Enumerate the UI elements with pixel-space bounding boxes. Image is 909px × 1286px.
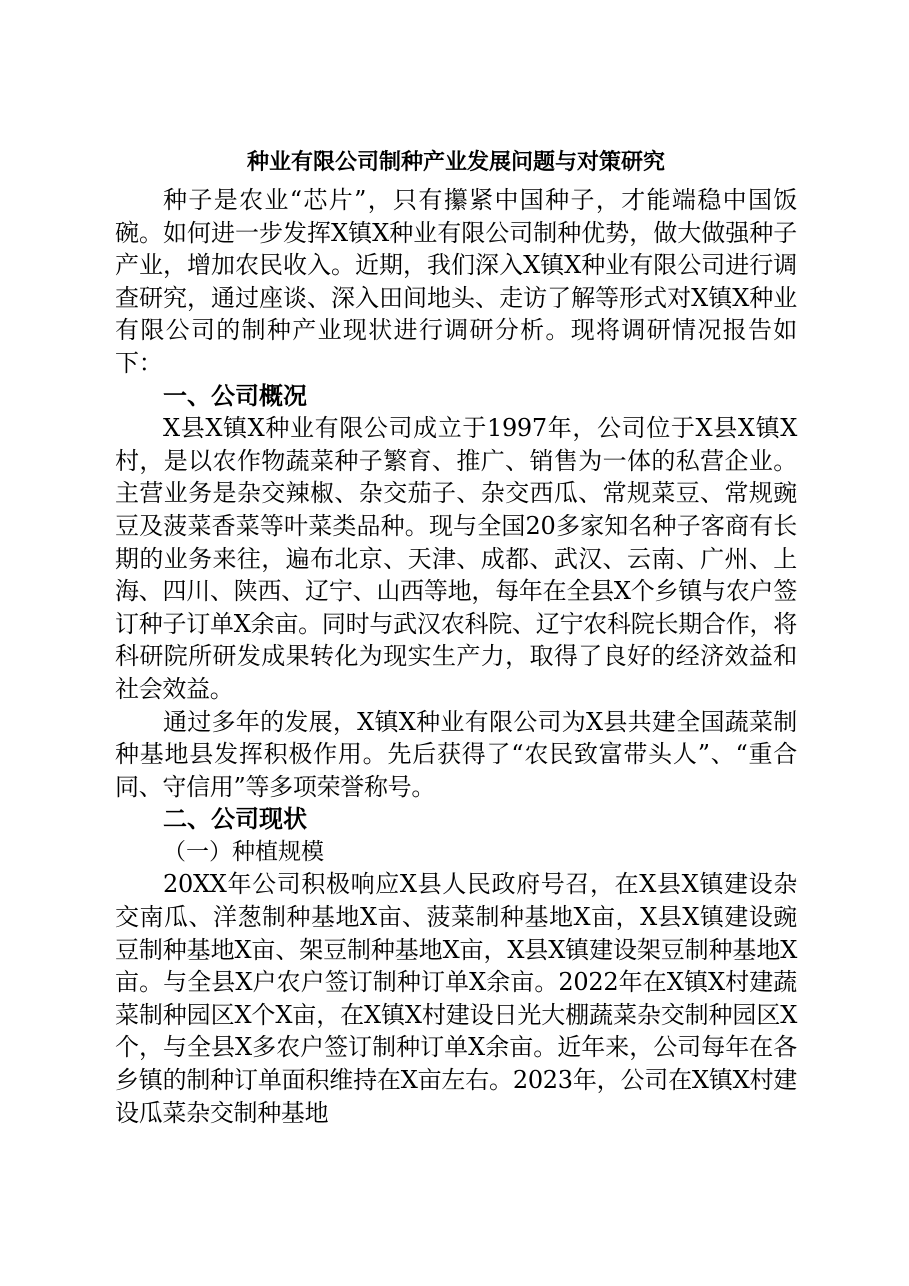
scale-paragraph: 20XX年公司积极响应X县人民政府号召，在X县X镇建设杂交南瓜、洋葱制种基地X亩、菠菜制种基地X亩，X县X镇建设豌豆制种基地X亩、架豆制种基地X亩，X县X镇建设架豆制种基地X亩。与全县X户农户签订制种订单X余亩。2022年在X镇X村建蔬菜制种园区X个X亩，在X镇X村建设日光大棚蔬菜杂交制种园区X个，与全县X多农户签订制种订单X余亩。近年来，公司每年在各乡镇的制种订单面积维持在X亩左右。2023年，公司在X镇X村建设瓜菜杂交制种基地: [115, 870, 797, 1127]
section-heading-status: 二、公司现状: [163, 805, 307, 834]
document-page: [115, 140, 797, 1129]
overview-paragraph-2: 通过多年的发展，X镇X种业有限公司为X县共建全国蔬菜制种基地县发挥积极作用。先后获得了“农民致富带头人”、“重合同、守信用”等多项荣誉称号。: [115, 707, 797, 801]
subsection-heading-scale: （一）种植规模: [163, 838, 324, 865]
intro-paragraph: 种子是农业“芯片”，只有攥紧中国种子，才能端稳中国饭碗。如何进一步发挥X镇X种业有限公司制种优势，做大做强种子产业，增加农民收入。近期，我们深入X镇X种业有限公司进行调查研究，通过座谈、深入田间地头、走访了解等形式对X镇X种业有限公司的制种产业现状进行调研分析。现将调研情况报告如下：: [115, 186, 797, 377]
document-title: 种业有限公司制种产业发展问题与对策研究: [246, 149, 665, 175]
overview-paragraph-1: X县X镇X种业有限公司成立于1997年，公司位于X县X镇X村，是以农作物蔬菜种子繁育、推广、销售为一体的私营企业。主营业务是杂交辣椒、杂交茄子、杂交西瓜、常规菜豆、常规豌豆及菠菜香菜等叶菜类品种。现与全国20多家知名种子客商有长期的业务来往，遍布北京、天津、成都、武汉、云南、广州、上海、四川、陕西、辽宁、山西等地，每年在全县X个乡镇与农户签订种子订单X余亩。同时与武汉农科院、辽宁农科院长期合作，将科研院所研发成果转化为现实生产力，取得了良好的经济效益和社会效益。: [115, 414, 797, 703]
section-heading-overview: 一、公司概况: [163, 381, 307, 410]
